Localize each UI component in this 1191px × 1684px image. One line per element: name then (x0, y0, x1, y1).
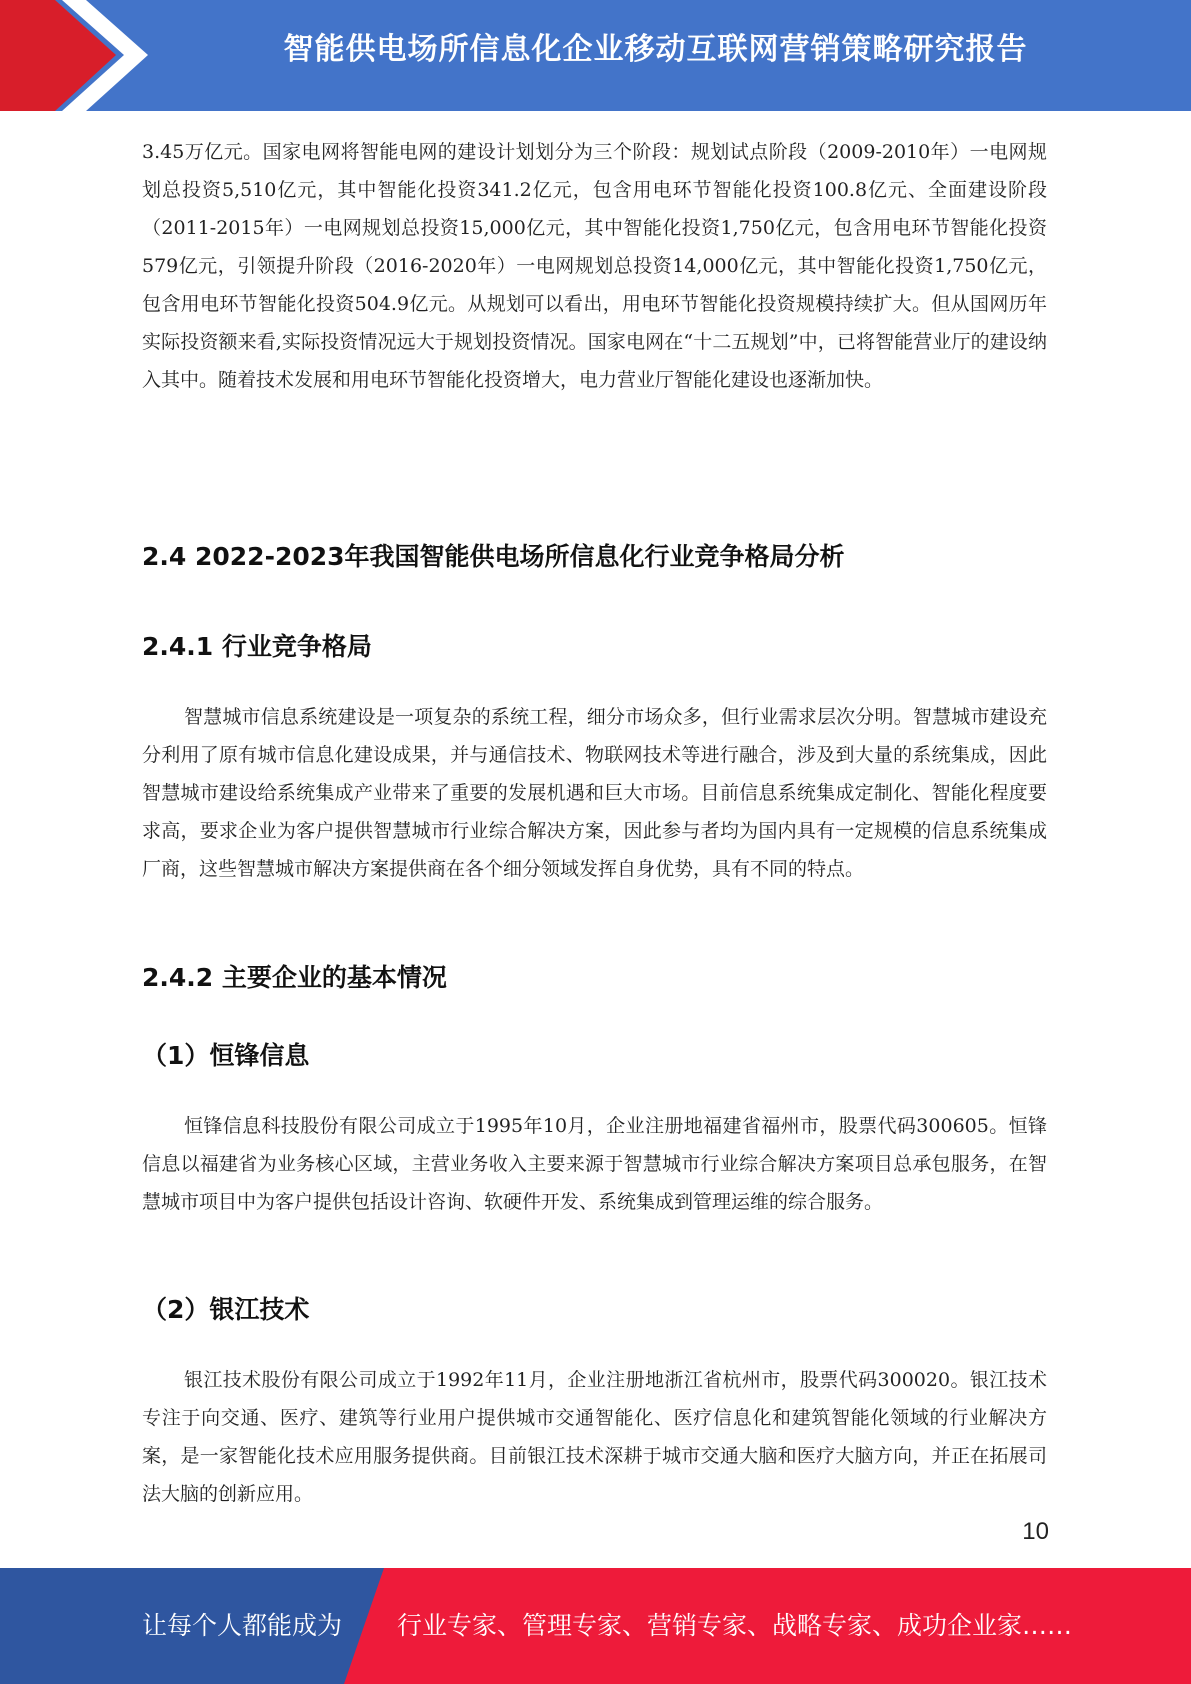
company-paragraph: 恒锋信息科技股份有限公司成立于1995年10月，企业注册地福建省福州市，股票代码300605。恒锋信息以福建省为业务核心区域，主营业务收入主要来源于智慧城市行业综合解决方案项目总承包服务，在智慧城市项目中为客户提供包括设计咨询、软硬件开发、系统集成到管理运维的综合服务。 (142, 1115, 1047, 1213)
subsection-heading-companies: 2.4.2 主要企业的基本情况 (142, 963, 447, 992)
competition-paragraph: 智慧城市信息系统建设是一项复杂的系统工程，细分市场众多，但行业需求层次分明。智慧城市建设充分利用了原有城市信息化建设成果，并与通信技术、物联网技术等进行融合，涉及到大量的系统集成，因此智慧城市建设给系统集成产业带来了重要的发展机遇和巨大市场。目前信息系统集成定制化、智能化程度要求高，要求企业为客户提供智慧城市行业综合解决方案，因此参与者均为国内具有一定规模的信息系统集成厂商，这些智慧城市解决方案提供商在各个细分领域发挥自身优势，具有不同的特点。 (142, 706, 1047, 880)
company-heading: （2）银江技术 (142, 1295, 310, 1324)
footer-slogan-left: 让每个人都能成为 (142, 1611, 343, 1640)
company-text-block (142, 1361, 1047, 1513)
intro-text-block (142, 133, 1047, 399)
page-number: 10 (1022, 1518, 1049, 1545)
company-paragraph: 银江技术股份有限公司成立于1992年11月，企业注册地浙江省杭州市，股票代码300020。银江技术专注于向交通、医疗、建筑等行业用户提供城市交通智能化、医疗信息化和建筑智能化领域的行业解决方案，是一家智能化技术应用服务提供商。目前银江技术深耕于城市交通大脑和医疗大脑方向，并正在拓展司法大脑的创新应用。 (142, 1369, 1047, 1505)
page-header (0, 0, 1191, 111)
footer-slogan-right: 行业专家、管理专家、营销专家、战略专家、成功企业家…… (397, 1611, 1073, 1640)
report-title: 智能供电场所信息化企业移动互联网营销策略研究报告 (283, 32, 1028, 67)
company-heading: （1）恒锋信息 (142, 1041, 310, 1070)
company-text-block (142, 1107, 1047, 1221)
page-footer (0, 1568, 1191, 1684)
intro-paragraph: 3.45万亿元。国家电网将智能电网的建设计划划分为三个阶段：规划试点阶段（2009-2010年）一电网规划总投资5,510亿元，其中智能化投资341.2亿元，包含用电环节智能化投资100.8亿元、全面建设阶段（2011-2015年）一电网规划总投资15,000亿元，其中智能化投资1,750亿元，包含用电环节智能化投资579亿元，引领提升阶段（2016-2020年）一电网规划总投资14,000亿元，其中智能化投资1,750亿元，包含用电环节智能化投资504.9亿元。从规划可以看出，用电环节智能化投资规模持续扩大。但从国网历年实际投资额来看,实际投资情况远大于规划投资情况。国家电网在“十二五规划”中，已将智能营业厅的建设纳入其中。随着技术发展和用电环节智能化投资增大，电力营业厅智能化建设也逐渐加快。 (142, 141, 1047, 391)
competition-text-block (142, 698, 1047, 888)
subsection-heading-competition: 2.4.1 行业竞争格局 (142, 632, 372, 661)
section-heading: 2.4 2022-2023年我国智能供电场所信息化行业竞争格局分析 (142, 542, 845, 571)
